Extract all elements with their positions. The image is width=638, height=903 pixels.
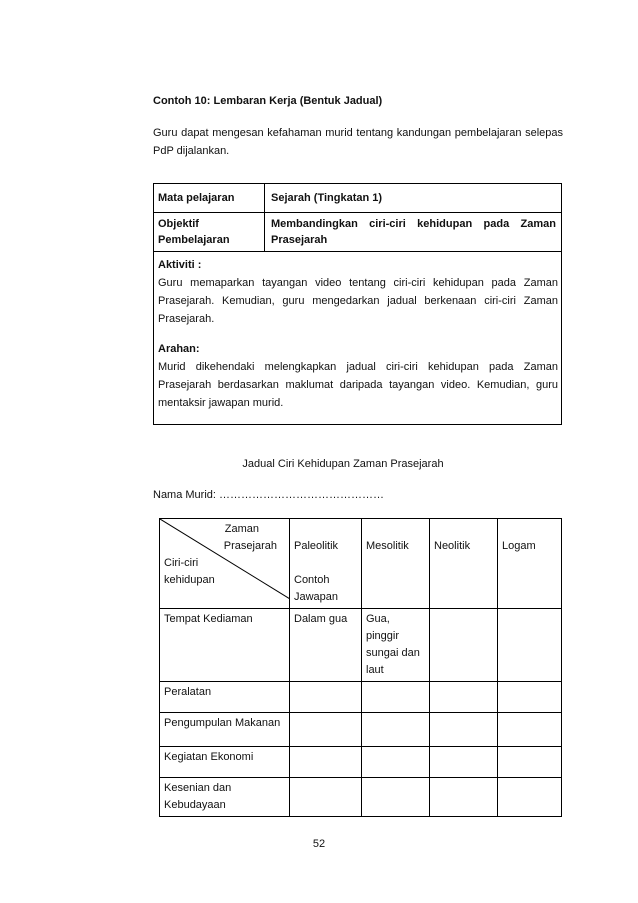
table-caption: Jadual Ciri Kehidupan Zaman Prasejarah — [242, 458, 444, 470]
cell-paleolitik — [290, 713, 362, 747]
header-neolitik — [430, 519, 498, 609]
table-row — [160, 747, 562, 778]
activity-text: Guru memaparkan tayangan video tentang ciri-ciri kehidupan pada Zaman Prasejarah. Kemudian, guru mengedarkan jadual berkenaan ciri-ciri Zaman Prasejarah. — [158, 277, 558, 325]
instruction-text: Murid dikehendaki melengkapkan jadual ciri-ciri kehidupan pada Zaman Prasejarah berdasarkan maklumat daripada tayangan video. Kemudian, guru mentaksir jawapan murid. — [158, 361, 558, 409]
cell-mesolitik — [362, 747, 430, 778]
table-header-row — [160, 519, 562, 609]
objective-row — [154, 212, 561, 252]
activity-section — [158, 256, 558, 412]
cell-paleolitik — [290, 747, 362, 778]
corner-zaman: Zaman — [224, 523, 259, 535]
corner-ciri: Ciri-ciri — [164, 557, 199, 569]
mesolitik-label: Mesolitik — [366, 540, 409, 552]
corner-prasejarah: Prasejarah — [223, 540, 277, 552]
cell-neolitik — [430, 682, 498, 713]
header-logam — [498, 519, 562, 609]
objective-label — [158, 216, 230, 248]
row-label: Kegiatan Ekonomi — [160, 747, 290, 778]
subject-label: Mata pelajaran — [158, 192, 235, 204]
paleolitik-label: Paleolitik — [294, 540, 339, 552]
lesson-info-box — [153, 183, 562, 425]
row-label: Pengumpulan Makanan — [160, 713, 290, 747]
instruction-heading: Arahan: — [158, 343, 200, 355]
neolitik-label: Neolitik — [434, 540, 471, 552]
header-mesolitik — [362, 519, 430, 609]
paleolitik-note: Contoh Jawapan — [294, 574, 339, 603]
header-paleolitik — [290, 519, 362, 609]
cell-neolitik — [430, 609, 498, 682]
cell-mesolitik — [362, 778, 430, 817]
cell-logam — [498, 747, 562, 778]
student-name-field: Nama Murid: ……………………………………… — [153, 489, 385, 501]
cell-mesolitik — [362, 713, 430, 747]
objective-label-line1: Objektif — [158, 218, 199, 230]
row-label: Tempat Kediaman — [160, 609, 290, 682]
cell-logam — [498, 713, 562, 747]
page-number: 52 — [312, 838, 326, 850]
subject-row — [154, 184, 561, 213]
cell-logam — [498, 609, 562, 682]
cell-neolitik — [430, 778, 498, 817]
table-row — [160, 609, 562, 682]
corner-header-cell — [160, 519, 290, 609]
worksheet-table — [159, 518, 562, 817]
cell-mesolitik: Gua, pinggir sungai dan laut — [362, 609, 430, 682]
cell-neolitik — [430, 713, 498, 747]
row-label: Kesenian dan Kebudayaan — [160, 778, 290, 817]
row-label: Peralatan — [160, 682, 290, 713]
activity-heading: Aktiviti : — [158, 259, 202, 271]
table-row — [160, 713, 562, 747]
table-row — [160, 682, 562, 713]
cell-paleolitik: Dalam gua — [290, 609, 362, 682]
cell-mesolitik — [362, 682, 430, 713]
intro-paragraph: Guru dapat mengesan kefahaman murid tentang kandungan pembelajaran selepas PdP dijalankan. — [153, 127, 563, 157]
example-title: Contoh 10: Lembaran Kerja (Bentuk Jadual) — [153, 95, 383, 107]
logam-label: Logam — [502, 540, 536, 552]
cell-paleolitik — [290, 778, 362, 817]
objective-value: Membandingkan ciri-ciri kehidupan pada Zaman Prasejarah — [271, 218, 556, 246]
cell-logam — [498, 778, 562, 817]
subject-value: Sejarah (Tingkatan 1) — [271, 192, 383, 204]
cell-logam — [498, 682, 562, 713]
box-divider — [264, 184, 265, 251]
table-row — [160, 778, 562, 817]
objective-label-line2: Pembelajaran — [158, 234, 230, 246]
corner-kehidupan: kehidupan — [164, 574, 215, 586]
cell-paleolitik — [290, 682, 362, 713]
cell-neolitik — [430, 747, 498, 778]
